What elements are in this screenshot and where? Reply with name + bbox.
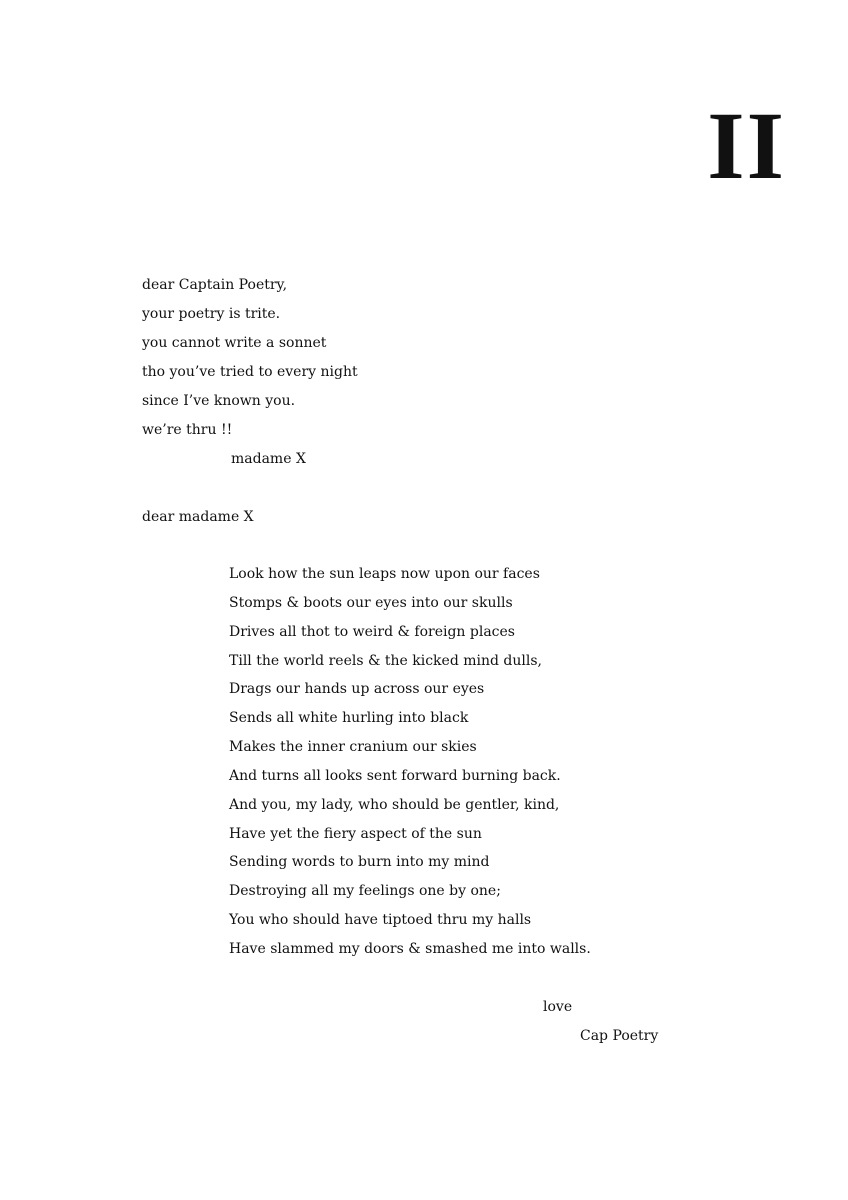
sonnet-line: Makes the inner cranium our skies <box>229 739 477 755</box>
chapter-numeral: II <box>707 92 786 199</box>
sonnet-line: You who should have tiptoed thru my halls <box>229 912 532 928</box>
letter-one-signature: madame X <box>231 451 306 467</box>
sonnet-line: And you, my lady, who should be gentler, kind, <box>229 797 560 813</box>
sonnet-line: Destroying all my feelings one by one; <box>229 883 501 899</box>
sonnet-line: Drags our hands up across our eyes <box>229 681 485 697</box>
letter-two-salutation: dear madame X <box>142 509 254 525</box>
closing: love <box>543 999 573 1015</box>
sonnet-line: Look how the sun leaps now upon our faces <box>229 566 540 582</box>
sonnet-line: Stomps & boots our eyes into our skulls <box>229 595 513 611</box>
sonnet-line: And turns all looks sent forward burning back. <box>229 768 561 784</box>
sonnet-line: Have slammed my doors & smashed me into walls. <box>229 941 591 957</box>
sonnet-line: Sending words to burn into my mind <box>229 854 490 870</box>
letter-one-line: since I’ve known you. <box>142 393 296 409</box>
letter-one-line: tho you’ve tried to every night <box>142 364 358 380</box>
letter-one-line: dear Captain Poetry, <box>142 277 288 293</box>
sonnet-line: Sends all white hurling into black <box>229 710 469 726</box>
letter-one-line: we’re thru !! <box>142 422 233 438</box>
sonnet-line: Drives all thot to weird & foreign places <box>229 624 515 640</box>
closing-signature: Cap Poetry <box>580 1028 659 1044</box>
sonnet-line: Till the world reels & the kicked mind dulls, <box>229 653 542 669</box>
letter-one-line: your poetry is trite. <box>142 306 281 322</box>
letter-one-line: you cannot write a sonnet <box>142 335 327 351</box>
sonnet-line: Have yet the fiery aspect of the sun <box>229 826 482 842</box>
